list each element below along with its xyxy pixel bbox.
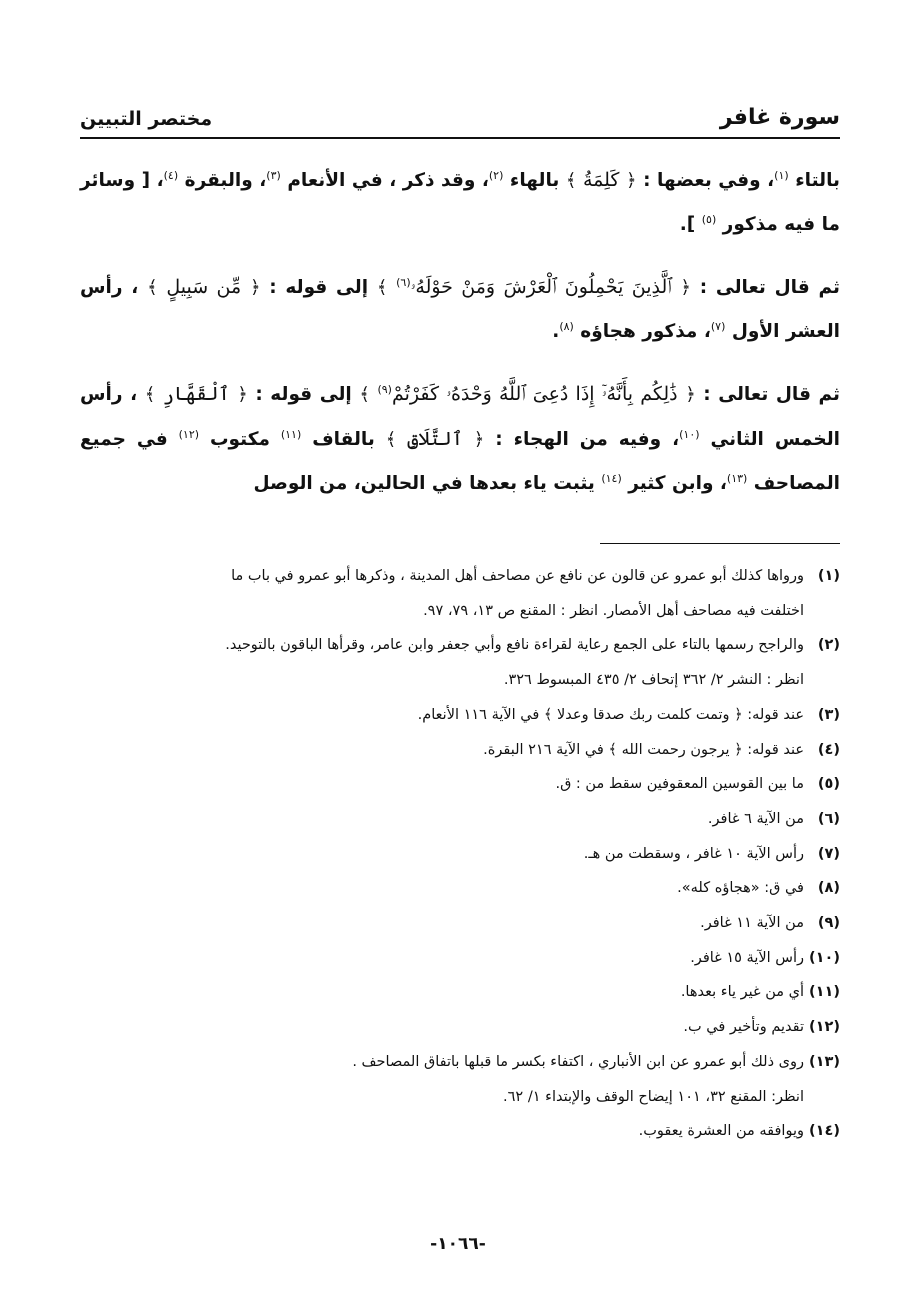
- quran-verse: ٱلَّذِينَ يَحْمِلُونَ ٱلْعَرْشَ وَمَنْ حَوْلَهُۥ: [410, 276, 672, 298]
- footnote-text: رأس الآية ١٠ غافر ، وسقطت من هـ.: [583, 845, 804, 862]
- ornate-bracket-close: ﴾: [147, 277, 158, 298]
- footnote-line: روى ذلك أبو عمرو عن ابن الأنباري ، اكتفاء بكسر ما قبلها باتفاق المصاحف .: [352, 1053, 804, 1070]
- footnote-number: (٣): [817, 706, 840, 723]
- footnote-item: [86, 733, 840, 768]
- footnote-text: [86, 559, 804, 628]
- footnote-ref: (١١): [280, 427, 302, 441]
- ornate-bracket-close: ﴾: [144, 384, 156, 405]
- footnote-item: [86, 1045, 840, 1114]
- footnote-text: ما بين القوسين المعقوفين سقط من : ق.: [555, 776, 804, 793]
- footnote-text: عند قوله: ﴿ وتمت كلمت ربك صدقا وعدلا ﴾ في الآية ١١٦ الأنعام.: [417, 706, 804, 723]
- footnote-number: (١١): [809, 984, 840, 1001]
- text-run: ثم قال تعالى :: [690, 277, 840, 298]
- quran-word: ٱلْقَهَّارِ: [162, 383, 230, 405]
- ornate-bracket-open: ﴿: [626, 170, 637, 191]
- footnote-text: عند قوله: ﴿ يرجون رحمت الله ﴾ في الآية ٢١٦ البقرة.: [483, 741, 804, 758]
- text-run: بالتاء: [788, 170, 841, 191]
- text-run: .: [552, 321, 560, 342]
- footnotes: [86, 559, 840, 1149]
- footnote-number: (١٤): [809, 1123, 840, 1140]
- quran-word: كَلِمَةُ: [582, 169, 620, 191]
- header-divider: [80, 137, 840, 139]
- ornate-bracket-close: ﴾: [565, 170, 577, 191]
- text-run: ثم قال تعالى :: [695, 384, 840, 405]
- page-number: -١٠٦٦-: [430, 1234, 486, 1254]
- text-run: مكتوب: [199, 429, 281, 450]
- footnote-line: انظر : النشر ٢/ ٣٦٢ إتحاف ٢/ ٤٣٥ المبسوط ٣٢٦.: [503, 672, 804, 689]
- footnote-item: [86, 871, 840, 906]
- text-run: ، وابن كثير: [621, 473, 727, 494]
- text-run: بالقاف: [301, 429, 386, 450]
- footnote-text: [86, 1045, 804, 1114]
- text-run: ، والبقرة: [178, 170, 267, 191]
- ornate-bracket-open: ﴿: [473, 429, 485, 450]
- footnote-number: (١): [817, 568, 840, 584]
- footnote-item: [86, 1114, 840, 1149]
- ornate-bracket-open: ﴿: [680, 277, 691, 298]
- footnote-ref: (١٤): [601, 471, 622, 485]
- footnote-number: (١٠): [809, 949, 840, 966]
- footnote-ref: (٢): [488, 168, 504, 182]
- footnote-number: (١٣): [809, 1053, 840, 1070]
- footnote-item: [86, 628, 840, 697]
- footnote-ref: (٧): [710, 319, 726, 333]
- footnote-item: [86, 767, 840, 802]
- footnote-number: (٩): [817, 915, 840, 932]
- quran-verse: ذَٰلِكُم بِأَنَّهُۥٓ إِذَا دُعِىَ ٱللَّهُ وَحْدَهُۥ كَفَرْتُمْ: [391, 383, 678, 405]
- footnote-number: (٥): [817, 776, 840, 793]
- footnote-line: ورواها كذلك أبو عمرو عن قالون عن نافع عن مصاحف أهل المدينة ، وذكرها أبو عمرو في باب ما: [231, 568, 804, 584]
- ornate-bracket-close: ﴾: [359, 384, 370, 405]
- text-run: ، رأس العشر الأول: [80, 277, 840, 342]
- footnote-item: [86, 802, 840, 837]
- text-run: ].: [679, 214, 702, 235]
- footnote-ref: (١٢): [178, 427, 200, 441]
- footnote-number: (٧): [817, 845, 840, 862]
- text-run: إلى قوله :: [260, 277, 377, 298]
- footnote-text: في ق: «هجاؤه كله».: [677, 880, 804, 897]
- running-header: [80, 94, 840, 130]
- ornate-bracket-close: ﴾: [376, 277, 388, 298]
- footnote-text: أي من غير ياء بعدها.: [680, 984, 804, 1001]
- ornate-bracket-open: ﴿: [237, 384, 248, 405]
- footnote-text: من الآية ١١ غافر.: [700, 915, 804, 932]
- footnote-text: رأس الآية ١٥ غافر.: [690, 949, 804, 966]
- footnote-number: (٤): [817, 741, 840, 758]
- footnote-ref: (٣): [266, 168, 281, 182]
- footnote-item: [86, 975, 840, 1010]
- text-run: ، مذكور هجاؤه: [573, 321, 711, 342]
- footnote-number: (١٢): [809, 1019, 840, 1036]
- footnote-text: [86, 628, 804, 697]
- footnote-item: [86, 1010, 840, 1045]
- book-title: مختصر التبيين: [80, 108, 213, 130]
- footnote-text: تقديم وتأخير في ب.: [683, 1019, 804, 1036]
- footnote-ref: (٥): [701, 212, 717, 226]
- footnote-item: [86, 906, 840, 941]
- footnote-ref: (٩): [377, 382, 392, 396]
- footnote-line: انظر: المقنع ٣٢، ١٠١ إيضاح الوقف والإبتداء ١/ ٦٢.: [503, 1088, 804, 1105]
- text-run: ، وفيه من الهجاء :: [484, 429, 680, 450]
- paragraph-1: [80, 158, 840, 247]
- text-run: ، وفي بعضها :: [636, 170, 775, 191]
- main-text: [80, 158, 840, 506]
- footnote-item: [86, 698, 840, 733]
- paragraph-2: [80, 265, 840, 354]
- footnote-ref: (٤): [163, 168, 179, 182]
- text-run: في جميع المصاحف: [80, 429, 840, 494]
- footnote-ref: (١٣): [726, 471, 748, 485]
- footnote-ref: (٨): [559, 319, 574, 333]
- footnote-item: [86, 837, 840, 872]
- text-run: ، رأس الخمس الثاني: [80, 384, 840, 450]
- text-run: ، [ وسائر ما فيه مذكور: [80, 170, 840, 235]
- text-run: إلى قوله :: [247, 384, 360, 405]
- text-run: ، وقد ذكر ، في الأنعام: [280, 170, 489, 191]
- quran-verse: مِّن سَبِيلٍ: [166, 276, 242, 298]
- footnote-ref: (٦): [396, 275, 411, 289]
- ornate-bracket-open: ﴿: [685, 384, 696, 405]
- footnote-number: (٦): [817, 810, 840, 827]
- footnote-line: والراجح رسمها بالتاء على الجمع رعاية لقراءة نافع وأبي جعفر وابن عامر، وقرأها الباقون بالتوحيد.: [225, 637, 804, 654]
- footnote-ref: (١): [774, 168, 789, 182]
- surah-title: سورة غافر: [719, 105, 840, 130]
- paragraph-3: [80, 372, 840, 506]
- text-run: يثبت ياء بعدها في الحالين، من الوصل: [253, 473, 602, 494]
- footnote-ref: (١٠): [679, 427, 700, 441]
- footnote-text: ويوافقه من العشرة يعقوب.: [638, 1123, 804, 1140]
- ornate-bracket-open: ﴿: [249, 277, 261, 298]
- footnote-number: (٨): [817, 880, 840, 897]
- footnote-number: (٢): [817, 637, 840, 654]
- text-run: بالهاء: [503, 170, 566, 191]
- footnote-text: من الآية ٦ غافر.: [707, 810, 804, 827]
- footnote-item: [86, 941, 840, 976]
- ornate-bracket-close: ﴾: [385, 429, 397, 450]
- footnote-divider: [600, 543, 840, 544]
- footnote-item: [86, 559, 840, 628]
- quran-word: ٱلتَّلَاقِ: [407, 428, 463, 450]
- footnote-line: اختلفت فيه مصاحف أهل الأمصار. انظر : المقنع ص ١٣، ٧٩، ٩٧.: [423, 602, 804, 619]
